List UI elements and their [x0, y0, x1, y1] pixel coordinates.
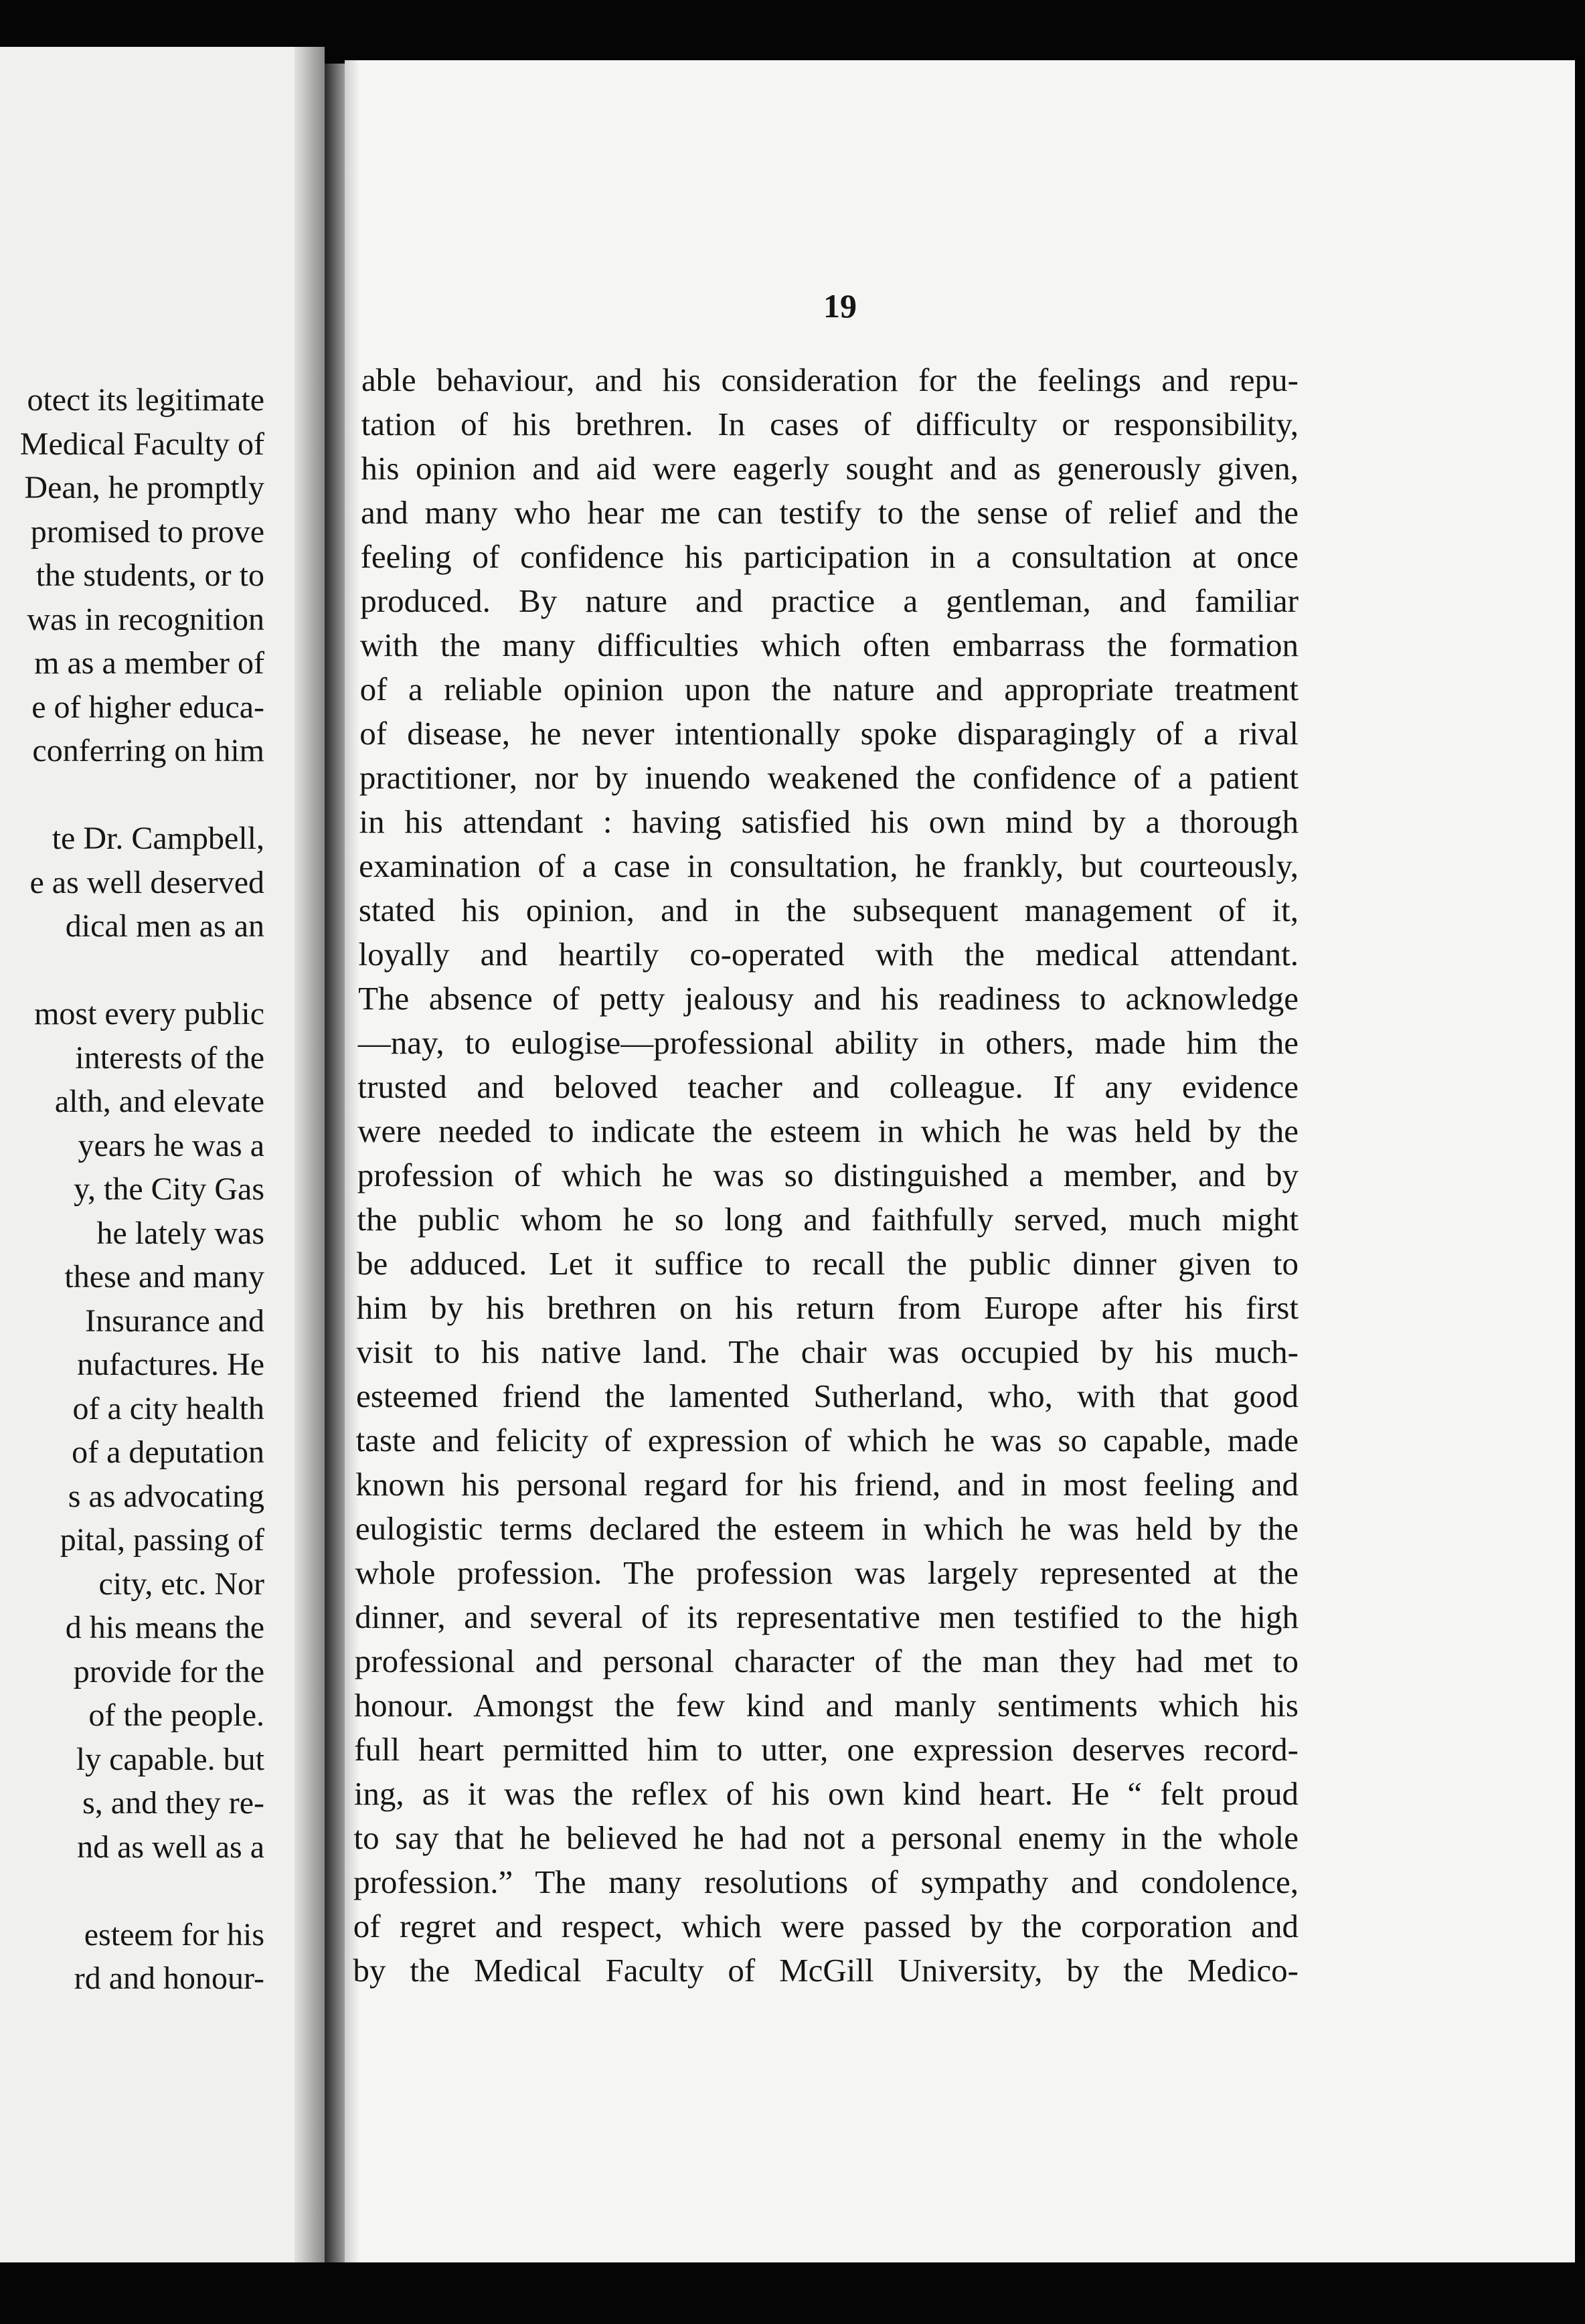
text-line: profession of which he was so distinguished a member, and by — [357, 1157, 1299, 1193]
left-text-fragment: he lately was — [96, 1215, 264, 1251]
left-text-fragment: Medical Faculty of — [19, 426, 264, 462]
left-text-fragment: e as well deserved — [29, 864, 264, 900]
text-line: practitioner, nor by inuendo weakened the confidence of a patient — [359, 759, 1299, 796]
text-line: loyally and heartily co-operated with the medical attendant. — [358, 936, 1299, 973]
left-text-fragment: dical men as an — [65, 908, 264, 944]
left-text-fragment: otect its legitimate — [27, 382, 264, 418]
text-line: his opinion and aid were eagerly sought and as generously given, — [361, 450, 1299, 487]
paragraph-gap — [0, 773, 264, 817]
paragraph-gap — [0, 948, 264, 993]
text-line: in his attendant : having satisfied his own mind by a thorough — [359, 803, 1299, 840]
left-text-fragment: promised to prove — [30, 513, 264, 550]
text-line: the public whom he so long and faithfully served, much might — [357, 1201, 1299, 1238]
text-line: examination of a case in consultation, he frankly, but courteously, — [359, 847, 1299, 884]
text-line: ing, as it was the reflex of his own kind heart. He “ felt proud — [353, 1775, 1299, 1812]
left-text-fragment: nufactures. He — [77, 1347, 264, 1382]
text-line: trusted and beloved teacher and colleague. If any evidence — [357, 1068, 1299, 1105]
text-line: him by his brethren on his return from Europe after his first — [356, 1289, 1299, 1326]
left-text-fragment: esteem for his — [84, 1916, 264, 1953]
left-text-fragment: ly capable. but — [76, 1741, 264, 1777]
text-line: taste and felicity of expression of which he was so capable, made — [355, 1422, 1299, 1459]
left-text-fragment: of a deputation — [72, 1434, 264, 1470]
scan-border-bottom — [0, 2262, 1585, 2324]
text-line: esteemed friend the lamented Sutherland, who, with that good — [355, 1378, 1299, 1414]
text-line: and many who hear me can testify to the sense of relief and the — [360, 494, 1299, 531]
text-line: produced. By nature and practice a gentleman, and familiar — [360, 582, 1299, 619]
left-text-fragment: rd and honour- — [74, 1961, 264, 1996]
text-line: feeling of confidence his participation in a consultation at once — [360, 538, 1299, 575]
left-text-fragment: s, and they re- — [82, 1785, 264, 1821]
text-line: —nay, to eulogise—professional ability in others, made him the — [357, 1024, 1299, 1061]
left-text-fragment: of a city health — [72, 1390, 264, 1426]
text-line: dinner, and several of its representative men testified to the high — [355, 1598, 1299, 1635]
text-line: of disease, he never intentionally spoke disparagingly of a rival — [359, 715, 1299, 752]
left-text-fragment: city, etc. Nor — [98, 1566, 264, 1602]
paragraph-gap — [0, 1869, 264, 1913]
left-text-fragment: te Dr. Campbell, — [52, 821, 264, 856]
book-gutter — [325, 64, 345, 2266]
left-text-fragment: Dean, he promptly — [24, 470, 264, 505]
text-line: able behaviour, and his consideration for the feelings and repu- — [361, 361, 1299, 398]
left-page-curl-shadow — [295, 47, 325, 2276]
left-text-fragment: the students, or to — [35, 558, 264, 593]
left-text-fragment: of the people. — [88, 1697, 264, 1733]
left-text-fragment: alth, and elevate — [54, 1084, 264, 1119]
text-line: eulogistic terms declared the esteem in which he was held by the — [355, 1510, 1299, 1547]
text-line: be adduced. Let it suffice to recall the public dinner given to — [357, 1245, 1299, 1282]
text-line: honour. Amongst the few kind and manly sentiments which his — [354, 1687, 1299, 1724]
right-page-body-text — [353, 358, 1299, 1993]
text-line: known his personal regard for his friend, and in most feeling and — [355, 1466, 1299, 1503]
text-line: full heart permitted him to utter, one expression deserves record- — [354, 1731, 1299, 1768]
text-line: by the Medical Faculty of McGill University, by the Medico- — [353, 1952, 1299, 1989]
text-line: to say that he believed he had not a personal enemy in the whole — [353, 1819, 1299, 1856]
text-line: stated his opinion, and in the subsequent management of it, — [358, 892, 1299, 928]
text-line: of a reliable opinion upon the nature and appropriate treatment — [359, 671, 1299, 708]
left-text-fragment: pital, passing of — [60, 1522, 264, 1558]
text-line: whole profession. The profession was largely represented at the — [355, 1554, 1299, 1591]
left-text-fragment: these and many — [64, 1259, 264, 1295]
left-page-text — [0, 378, 264, 2001]
left-page — [0, 47, 325, 2276]
text-line: The absence of petty jealousy and his readiness to acknowledge — [358, 980, 1299, 1017]
left-text-fragment: y, the City Gas — [74, 1171, 264, 1207]
text-line: of regret and respect, which were passed by the corporation and — [353, 1908, 1299, 1944]
left-text-fragment: years he was a — [78, 1127, 264, 1163]
left-text-fragment: conferring on him — [32, 733, 264, 768]
left-text-fragment: was in recognition — [27, 601, 264, 637]
page-number: 19 — [823, 287, 857, 325]
text-line: were needed to indicate the esteem in which he was held by the — [357, 1112, 1299, 1149]
left-text-fragment: d his means the — [65, 1610, 264, 1645]
left-text-fragment: interests of the — [75, 1040, 264, 1076]
left-text-fragment: most every public — [34, 996, 264, 1031]
text-line: with the many difficulties which often embarrass the formation — [359, 627, 1299, 663]
left-text-fragment: Insurance and — [85, 1303, 264, 1339]
left-text-fragment: m as a member of — [34, 645, 264, 681]
text-line: profession.” The many resolutions of sympathy and condolence, — [353, 1863, 1299, 1900]
text-line: professional and personal character of the man they had met to — [354, 1643, 1299, 1679]
left-text-fragment: provide for the — [73, 1653, 264, 1689]
left-text-fragment: nd as well as a — [77, 1829, 264, 1865]
left-text-fragment: e of higher educa- — [31, 689, 264, 725]
left-text-fragment: s as advocating — [68, 1478, 264, 1514]
text-line: visit to his native land. The chair was occupied by his much- — [356, 1333, 1299, 1370]
text-line: tation of his brethren. In cases of difficulty or responsibility, — [361, 406, 1299, 442]
